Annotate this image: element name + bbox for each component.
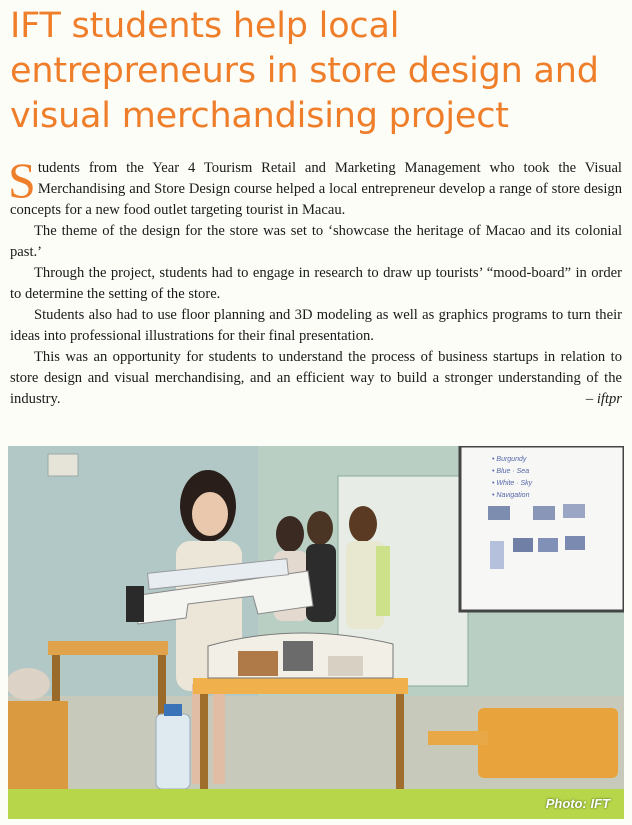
- paragraph-4: Students also had to use floor planning and 3D modeling as well as graphics programs to turn their ideas into professional illustrations for their final presentation.: [10, 307, 622, 344]
- screen-swatch: [513, 538, 533, 552]
- paragraph-5: [10, 347, 622, 410]
- photo-illustration: [8, 446, 624, 789]
- wall-phone: [126, 586, 144, 622]
- screen-swatch: [490, 541, 504, 569]
- screen-swatch: [533, 506, 555, 520]
- desk-top: [193, 678, 408, 694]
- paragraph-3: Through the project, students had to engage in research to draw up tourists’ “mood-board” in order to determine the setting of the store.: [10, 265, 622, 302]
- water-bottle: [156, 714, 190, 789]
- student-head: [307, 511, 333, 545]
- desk-top: [428, 731, 488, 745]
- paragraph-2: The theme of the design for the store was set to ‘showcase the heritage of Macao and its colonial past.’: [10, 223, 622, 260]
- paragraph-5-text: This was an opportunity for students to understand the process of business startups in relation to store design and visual merchandising, and an efficient way to build a stronger understanding of the industry.: [10, 349, 622, 407]
- article-headline: IFT students help local entrepreneurs in store design and visual merchandising project: [10, 6, 599, 136]
- screen-swatch: [538, 538, 558, 552]
- desk-leg: [200, 694, 208, 789]
- paragraph-1-text: tudents from the Year 4 Tourism Retail and Marketing Management who took the Visual Merchandising and Store Design course helped a local entrepreneur develop a range of store design concepts for a new food outlet targeting tourist in Macau.: [10, 160, 622, 218]
- screen-text-line: • White · Sky: [492, 480, 533, 487]
- desk-leg: [396, 694, 404, 789]
- student-head: [276, 516, 304, 552]
- chair: [478, 708, 618, 778]
- screen-swatch: [488, 506, 510, 520]
- photo-frame: [8, 446, 624, 819]
- desk-top: [48, 641, 168, 655]
- byline: – iftpr: [585, 391, 622, 407]
- student-scarf: [376, 546, 390, 616]
- screen-text-line: • Burgundy: [492, 456, 527, 463]
- model-interior: [283, 641, 313, 671]
- projection-screen: [460, 446, 624, 611]
- student-body: [306, 544, 336, 622]
- screen-swatch: [563, 504, 585, 518]
- chair: [8, 701, 68, 789]
- presenter-leg: [213, 684, 225, 784]
- presenter-face: [192, 492, 228, 536]
- screen-text-line: • Blue · Sea: [492, 468, 530, 475]
- screen-swatch: [565, 536, 585, 550]
- classroom-photo: [8, 446, 624, 789]
- model-interior: [328, 656, 363, 676]
- screen-text-line: • Navigation: [492, 492, 530, 499]
- model-interior: [238, 651, 278, 676]
- paragraph-1: [8, 152, 622, 221]
- photo-credit: Photo: IFT: [545, 796, 610, 811]
- person-arm: [8, 668, 50, 700]
- drop-cap: S: [8, 152, 36, 208]
- article-body: [8, 152, 622, 410]
- bottle-cap: [164, 704, 182, 716]
- student-head: [349, 506, 377, 542]
- speaker: [48, 454, 78, 476]
